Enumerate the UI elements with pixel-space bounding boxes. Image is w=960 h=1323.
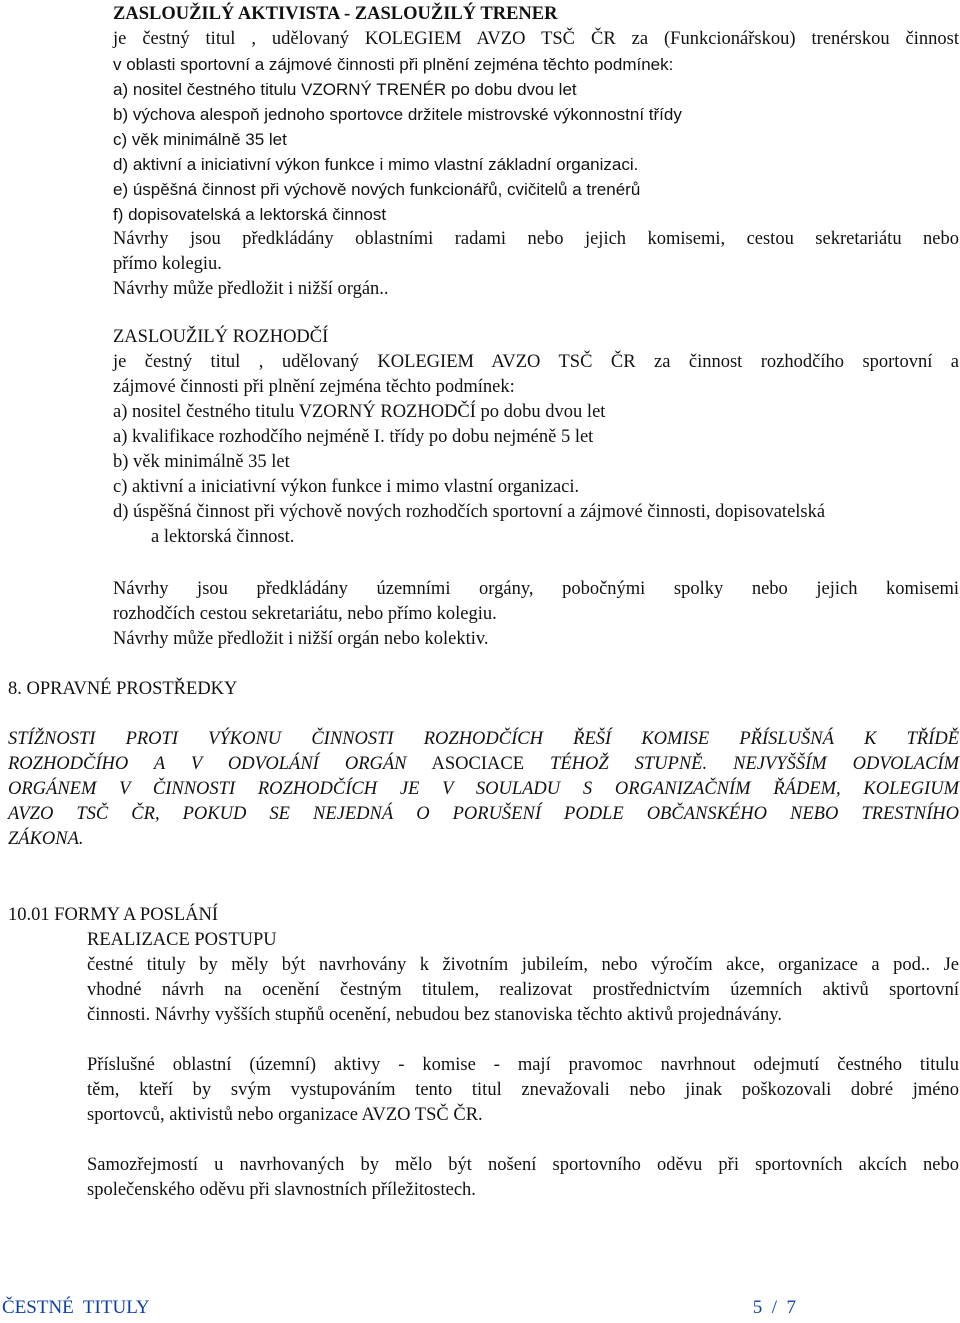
text-line: společenského oděvu při slavnostních příležitostech. (87, 1180, 476, 1200)
text-segment: ASOCIACE (406, 754, 551, 774)
subheading-realizace (87, 928, 277, 953)
text-line: přímo kolegiu. (113, 254, 222, 274)
text-line: AVZO TSČ ČR, POKUD SE NEJEDNÁ O PORUŠENÍ PODLE OBČANSKÉHO NEBO TRESTNÍHO (8, 804, 959, 824)
text-line: těm, kteří by svým vystupováním tento titul znevažovali nebo jinak poškozovali dobré jméno (87, 1080, 959, 1100)
page-number: 5 / 7 (752, 1297, 796, 1318)
text-line: d) úspěšná činnost při výchově nových rozhodčích sportovní a zájmové činnosti, dopisovatelská (113, 502, 826, 522)
text-line: c) věk minimálně 35 let (113, 130, 287, 149)
text-segment: TÉHOŽ STUPNĚ. NEJVYŠŠÍM ODVOLACÍM (550, 754, 959, 774)
text-line: v oblasti sportovní a zájmové činnosti při plnění zejména těchto podmínek: (113, 55, 674, 74)
text-line: f) dopisovatelská a lektorská činnost (113, 205, 387, 224)
text-line: d) aktivní a iniciativní výkon funkce i mimo vlastní základní organizaci. (113, 155, 639, 174)
heading-formy-a-poslani (8, 903, 218, 928)
text-line: činnosti. Návrhy vyšších stupňů ocenění, nebudou bez stanoviska těchto aktivů projednávány. (87, 1005, 782, 1025)
text-line: Samozřejmostí u navrhovaných by mělo být nošení sportovního oděvu při sportovních akcích nebo (87, 1155, 959, 1175)
text-line: čestné tituly by měly být navrhovány k životním jubileím, nebo výročím akce, organizace a pod.. Je (87, 955, 959, 975)
section-title: ZASLOUŽILÝ ROZHODČÍ (113, 327, 329, 347)
text-line: ORGÁNEM V ČINNOSTI ROZHODČÍCH JE V SOULADU S ORGANIZAČNÍM ŘÁDEM, KOLEGIUM (8, 779, 959, 799)
section-subheading: REALIZACE POSTUPU (87, 930, 277, 950)
text-line: sportovců, aktivistů nebo organizace AVZO TSČ ČR. (87, 1105, 483, 1125)
section-zasloužilý-aktivista (113, 2, 959, 302)
section-heading: 10.01 FORMY A POSLÁNÍ (8, 905, 219, 925)
text-line: Návrhy jsou předkládány územními orgány, pobočnými spolky nebo jejich komisemi (113, 579, 959, 599)
paragraph-1 (87, 953, 959, 1028)
text-line: b) výchova alespoň jednoho sportovce držitele mistrovské výkonnostní třídy (113, 105, 682, 124)
text-line: c) aktivní a iniciativní výkon funkce i mimo vlastní organizaci. (113, 477, 580, 497)
text-line: e) úspěšná činnost při výchově nových funkcionářů, cvičitelů a trenérů (113, 180, 641, 199)
text-line: je čestný titul , udělovaný KOLEGIEM AVZO TSČ ČR za činnost rozhodčího sportovní a (113, 352, 959, 372)
text-line-mixed (8, 752, 959, 777)
text-line: Návrhy jsou předkládány oblastními radami nebo jejich komisemi, cestou sekretariátu nebo (113, 229, 959, 249)
text-line: a) nositel čestného titulu VZORNÝ ROZHODČÍ po dobu dvou let (113, 402, 606, 422)
text-line: a) kvalifikace rozhodčího nejméně I. třídy po dobu nejméně 5 let (113, 427, 594, 447)
text-line: STÍŽNOSTI PROTI VÝKONU ČINNOSTI ROZHODČÍCH ŘEŠÍ KOMISE PŘÍSLUŠNÁ K TŘÍDĚ (8, 729, 959, 749)
text-line: Návrhy může předložit i nižší orgán.. (113, 279, 389, 299)
paragraph-3 (87, 1153, 959, 1203)
text-line: zájmové činnosti při plnění zejména těchto podmínek: (113, 377, 515, 397)
heading-opravne-prostredky (8, 677, 237, 702)
section-2-proposals (113, 577, 959, 652)
section-heading: 8. OPRAVNÉ PROSTŘEDKY (8, 679, 238, 699)
text-line: ZÁKONA. (8, 829, 84, 849)
footer-title: ČESTNÉ TITULY (2, 1297, 150, 1318)
page-footer (2, 1297, 796, 1323)
text-line: a) nositel čestného titulu VZORNÝ TRENÉR po dobu dvou let (113, 80, 577, 99)
text-line: a lektorská činnost. (151, 527, 295, 547)
section-zasloužilý-rozhodčí (113, 325, 959, 550)
text-segment: ROZHODČÍHO A V ODVOLÁNÍ ORGÁN (8, 754, 407, 774)
paragraph-2 (87, 1053, 959, 1128)
section-title: ZASLOUŽILÝ AKTIVISTA - ZASLOUŽILÝ TRENER (113, 4, 558, 24)
text-line: rozhodčích cestou sekretariátu, nebo přímo kolegiu. (113, 604, 497, 624)
text-line: je čestný titul , udělovaný KOLEGIEM AVZO TSČ ČR za (Funkcionářskou) trenérskou činnost (113, 29, 959, 49)
text-line: b) věk minimálně 35 let (113, 452, 290, 472)
section-opravne-prostredky (8, 727, 959, 852)
text-line: vhodné návrh na ocenění čestným titulem, realizovat prostřednictvím územních aktivů sportovní (87, 980, 959, 1000)
text-line: Návrhy může předložit i nižší orgán nebo kolektiv. (113, 629, 489, 649)
text-line: Příslušné oblastní (územní) aktivy - komise - mají pravomoc navrhnout odejmutí čestného titulu (87, 1055, 959, 1075)
